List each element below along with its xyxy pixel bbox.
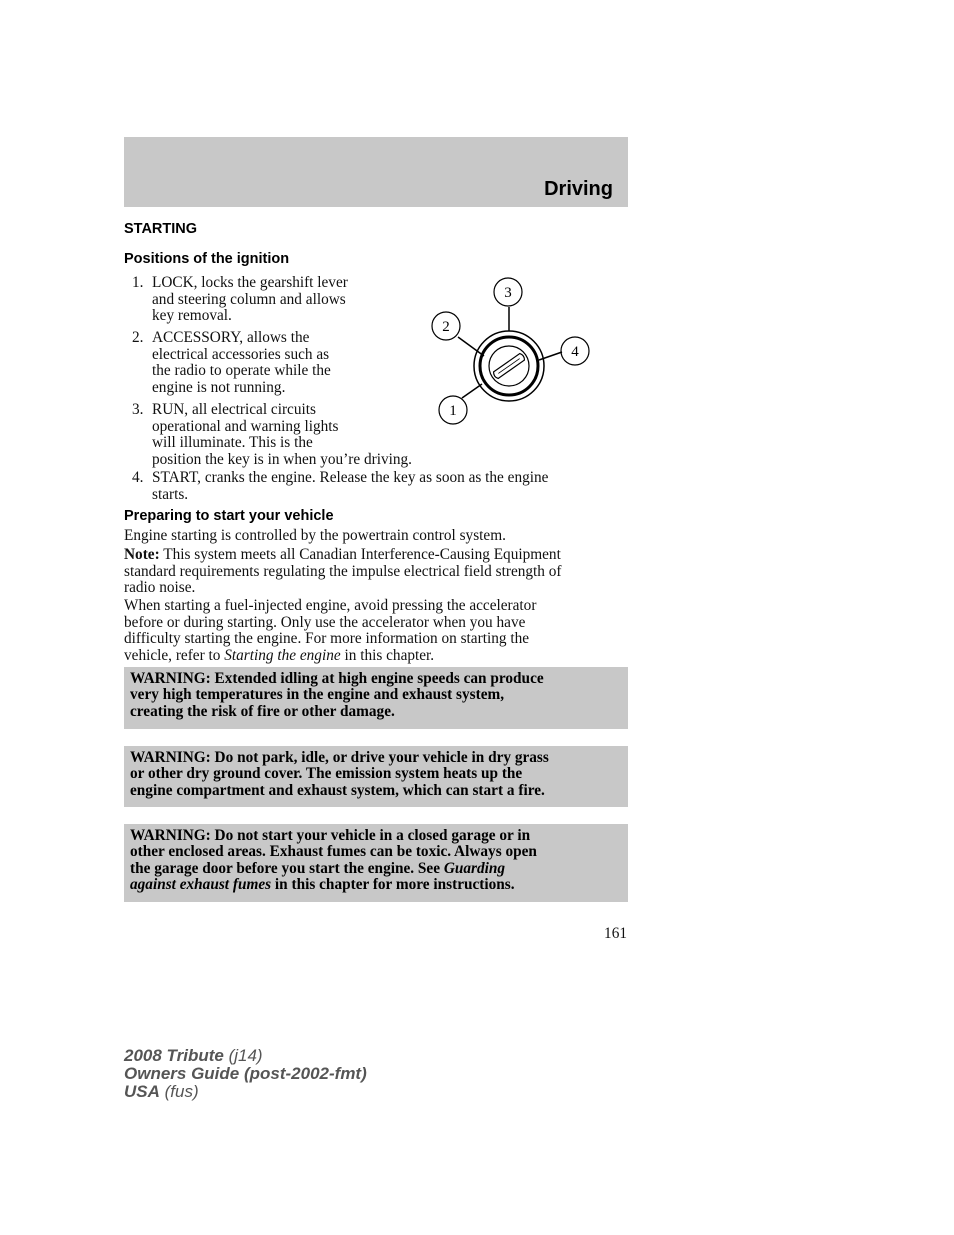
- list-number: 4.: [132, 469, 144, 486]
- heading-positions-of-ignition: Positions of the ignition: [124, 251, 290, 267]
- warning-line: the garage door before you start the engine. See: [130, 859, 444, 877]
- list-line: position the key is in when you’re driving.: [152, 450, 413, 468]
- position-4-label: 4: [571, 344, 579, 360]
- note-line: standard requirements regulating the impulse electrical field strength of: [124, 562, 562, 580]
- footer-guide-name: Owners Guide (post-2002-fmt): [124, 1064, 367, 1083]
- list-line: starts.: [152, 485, 189, 503]
- para-line: difficulty starting the engine. For more information on starting the: [124, 630, 530, 647]
- footer-model-code: (j14): [223, 1046, 263, 1065]
- list-line: ACCESSORY, allows the: [152, 329, 310, 346]
- section-title: Driving: [544, 178, 613, 200]
- warning-line: in this chapter for more instructions.: [271, 875, 515, 893]
- cross-reference-starting-the-engine: Starting the engine: [224, 646, 341, 664]
- list-line: the radio to operate while the: [152, 362, 331, 379]
- page-number: 161: [604, 925, 627, 942]
- warning-line: other enclosed areas. Exhaust fumes can be toxic. Always open: [130, 843, 537, 861]
- warning-line: or other dry ground cover. The emission system heats up the: [130, 765, 523, 783]
- list-number: 2.: [132, 329, 144, 346]
- warning-line: WARNING: Do not start your vehicle in a closed garage or in: [130, 827, 531, 844]
- list-line: RUN, all electrical circuits: [152, 401, 316, 418]
- note-label: Note:: [124, 546, 160, 563]
- list-line: electrical accessories such as: [152, 345, 330, 363]
- para-fuel-injected: [124, 598, 624, 664]
- footer-market: USA: [124, 1082, 160, 1101]
- warning-line: WARNING: Extended idling at high engine speeds can produce: [130, 670, 544, 687]
- list-line: engine is not running.: [152, 378, 286, 396]
- note-line: This system meets all Canadian Interference-Causing Equipment: [159, 546, 561, 563]
- cross-reference-guarding: Guarding: [443, 859, 506, 877]
- list-number: 3.: [132, 401, 144, 418]
- para-powertrain-control: Engine starting is controlled by the powertrain control system.: [124, 527, 506, 544]
- key-slot-icon: [492, 353, 525, 380]
- warning-line: very high temperatures in the engine and exhaust system,: [130, 686, 505, 704]
- warning-line: engine compartment and exhaust system, which can start a fire.: [130, 781, 545, 799]
- cross-reference-exhaust-fumes: against exhaust fumes: [130, 875, 272, 893]
- document-footer: [124, 1047, 367, 1101]
- warning-line: WARNING: Do not park, idle, or drive your vehicle in dry grass: [130, 749, 549, 766]
- position-1-label: 1: [449, 403, 457, 419]
- para-line: When starting a fuel-injected engine, avoid pressing the accelerator: [124, 597, 537, 614]
- heading-preparing-to-start: Preparing to start your vehicle: [124, 508, 334, 524]
- warning-box-idling: [124, 667, 628, 729]
- para-line: before or during starting. Only use the accelerator when you have: [124, 613, 526, 631]
- position-3-label: 3: [504, 285, 512, 301]
- footer-market-code: (fus): [159, 1082, 199, 1101]
- position-2-label: 2: [442, 319, 450, 335]
- para-line: vehicle, refer to: [124, 646, 225, 664]
- list-line: LOCK, locks the gearshift lever: [152, 274, 348, 291]
- note-paragraph: [124, 547, 624, 597]
- list-line: START, cranks the engine. Release the key as soon as the engine: [152, 469, 549, 486]
- ignition-switch-diagram: [430, 276, 600, 431]
- position-1-leader-line: [462, 384, 482, 398]
- para-line: in this chapter.: [340, 646, 435, 664]
- list-number: 1.: [132, 274, 144, 291]
- heading-starting: STARTING: [124, 221, 198, 237]
- warning-box-dry-grass: [124, 746, 628, 807]
- footer-model: 2008 Tribute: [124, 1046, 224, 1065]
- warning-box-closed-garage: [124, 824, 628, 902]
- list-line: will illuminate. This is the: [152, 434, 313, 451]
- warning-line: creating the risk of fire or other damage.: [130, 702, 395, 720]
- list-line: and steering column and allows: [152, 290, 346, 308]
- section-header-band: [124, 137, 628, 207]
- note-line: radio noise.: [124, 579, 196, 596]
- list-line: key removal.: [152, 307, 232, 324]
- list-line: operational and warning lights: [152, 417, 339, 435]
